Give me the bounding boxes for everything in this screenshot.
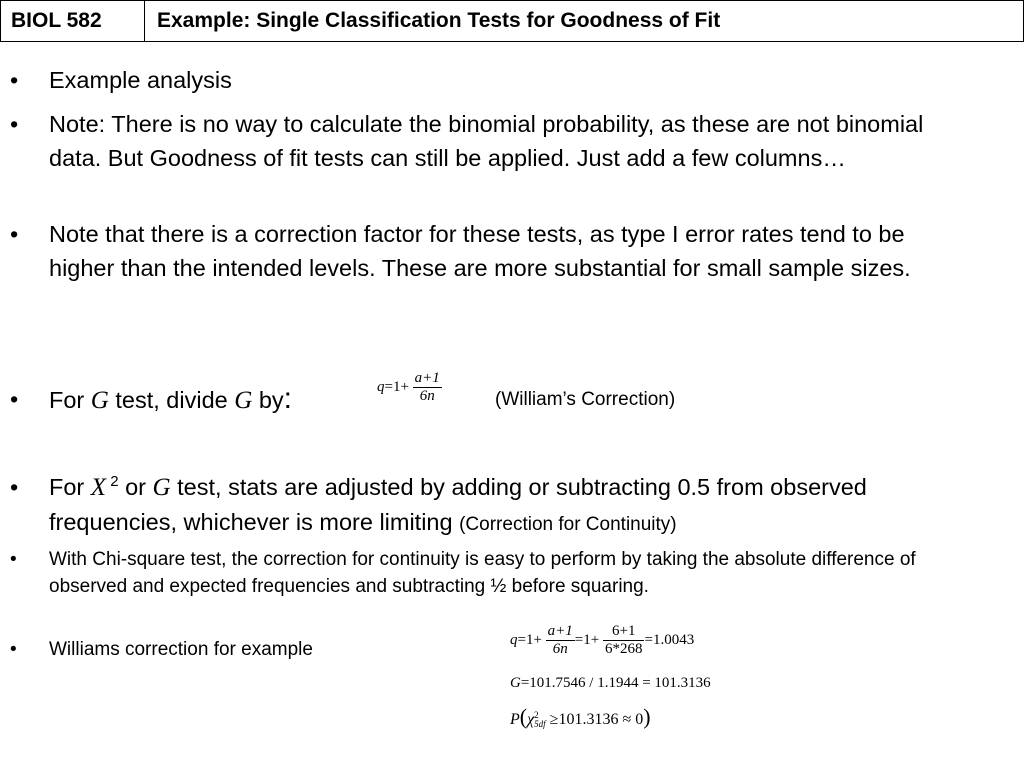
bullet-text: With Chi-square test, the correction for continuity is easy to perform by taking the absolute difference of observed and expected frequencies and subtracting ½ before squaring. <box>49 549 916 597</box>
bullet-dot: • <box>10 549 17 570</box>
g-symbol: G <box>90 387 109 414</box>
p-value-calculation: P(χ 2 5df ≥101.3136 ≈ 0) <box>510 704 651 730</box>
bullet-dot: • <box>10 639 17 660</box>
bullet-text: Williams correction for example <box>49 639 313 660</box>
bullet-text: Note that there is a correction factor for these tests, as type I error rates tend to be higher than the intended levels. These are more substantial for small sample sizes. <box>49 221 911 281</box>
williams-formula: q=1+ $\frac{a+1}{6n}$ <box>377 370 440 404</box>
bullet-dot: • <box>10 221 19 247</box>
williams-correction-label: (William’s Correction) <box>495 389 676 410</box>
fraction: $\frac{6+1}{6*268}$ <box>604 623 643 657</box>
slide-title: Example: Single Classification Tests for Goodness of Fit <box>157 9 721 32</box>
bullet-text: Example analysis <box>49 67 232 93</box>
bullet-dot: • <box>10 111 19 137</box>
bullet-dot: • <box>10 474 19 500</box>
bullet-dot: • <box>10 67 19 93</box>
williams-example-q: q=1+ $\frac{a+1}{6n}$ =1+ $\frac{6+1}{6*268}$ =1.0043 <box>510 623 695 657</box>
bullet-text: Note: There is no way to calculate the binomial probability, as these are not binomial data. But Goodness of fit tests can still be applied. Just add a few columns… <box>49 111 924 171</box>
bullet-dot: • <box>10 386 19 412</box>
g-symbol: G <box>152 474 171 501</box>
fraction: $\frac{a+1}{6n}$ <box>547 623 573 657</box>
g-adjusted-calculation: G=101.7546 / 1.1944 = 101.3136 <box>510 675 711 691</box>
g-symbol: G <box>234 387 253 414</box>
course-code: BIOL 582 <box>1 1 145 41</box>
slide-header <box>0 0 1024 42</box>
x-symbol: X <box>90 474 107 501</box>
fraction: $\frac{a+1}{6n}$ <box>414 370 440 404</box>
